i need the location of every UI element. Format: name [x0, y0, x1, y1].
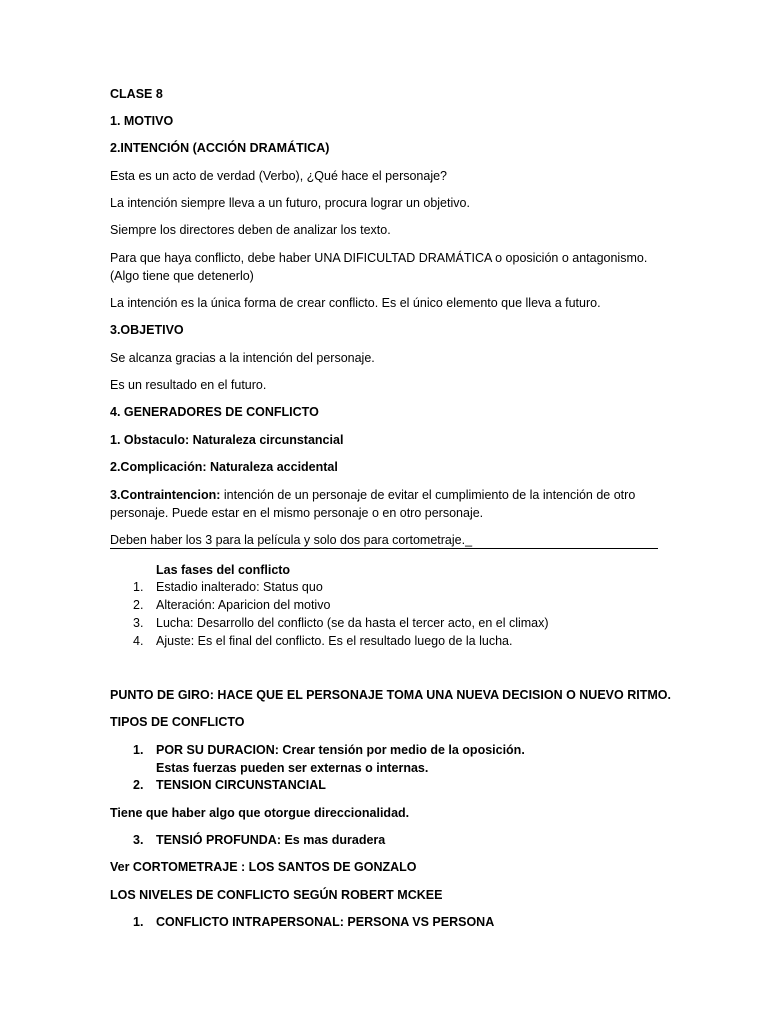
paragraph: La intención siempre lleva a un futuro, procura lograr un objetivo.	[110, 196, 470, 210]
list-item-continuation: Estas fuerzas pueden ser externas o internas.	[156, 761, 429, 775]
list-number: 3.	[133, 616, 144, 630]
heading-intencion: 2.INTENCIÓN (ACCIÓN DRAMÁTICA)	[110, 141, 330, 155]
list-item: Lucha: Desarrollo del conflicto (se da hasta el tercer acto, en el climax)	[156, 616, 549, 630]
paragraph: La intención es la única forma de crear conflicto. Es el único elemento que lleva a futuro.	[110, 296, 601, 310]
generador-text: intención de un personaje de evitar el cumplimiento de la intención de otro	[220, 488, 636, 502]
heading-tipos: TIPOS DE CONFLICTO	[110, 715, 245, 729]
generador-item: 1. Obstaculo: Naturaleza circunstancial	[110, 433, 344, 447]
heading-generadores: 4. GENERADORES DE CONFLICTO	[110, 405, 319, 419]
heading-motivo: 1. MOTIVO	[110, 114, 174, 128]
paragraph: Siempre los directores deben de analizar los texto.	[110, 223, 391, 237]
horizontal-rule	[110, 548, 658, 549]
list-number: 3.	[133, 833, 144, 847]
heading-objetivo: 3.OBJETIVO	[110, 323, 184, 337]
heading-niveles: LOS NIVELES DE CONFLICTO SEGÚN ROBERT MCKEE	[110, 888, 443, 902]
punto-de-giro: PUNTO DE GIRO: HACE QUE EL PERSONAJE TOMA UNA NUEVA DECISION O NUEVO RITMO.	[110, 688, 671, 702]
paragraph: Para que haya conflicto, debe haber UNA DIFICULTAD DRAMÁTICA o oposición o antagonismo.	[110, 251, 648, 265]
paragraph: Esta es un acto de verdad (Verbo), ¿Qué hace el personaje?	[110, 169, 448, 183]
generador-item	[110, 487, 635, 504]
list-number: 2.	[133, 778, 144, 792]
fases-title: Las fases del conflicto	[156, 563, 291, 577]
paragraph: Se alcanza gracias a la intención del personaje.	[110, 351, 375, 365]
list-item: TENSIÓ PROFUNDA: Es mas duradera	[156, 833, 386, 847]
paragraph: Es un resultado en el futuro.	[110, 378, 267, 392]
list-item: Estadio inalterado: Status quo	[156, 580, 323, 594]
list-number: 1.	[133, 743, 144, 757]
list-number: 1.	[133, 915, 144, 929]
list-item: POR SU DURACION: Crear tensión por medio de la oposición.	[156, 743, 525, 757]
list-number: 2.	[133, 598, 144, 612]
doc-title: CLASE 8	[110, 87, 163, 101]
list-number: 4.	[133, 634, 144, 648]
paragraph: Deben haber los 3 para la película y solo dos para cortometraje._	[110, 533, 473, 547]
list-number: 1.	[133, 580, 144, 594]
paragraph: (Algo tiene que detenerlo)	[110, 269, 254, 283]
list-item: TENSION CIRCUNSTANCIAL	[156, 778, 326, 792]
list-item: Ajuste: Es el final del conflicto. Es el resultado luego de la lucha.	[156, 634, 513, 648]
generador-item: 2.Complicación: Naturaleza accidental	[110, 460, 338, 474]
paragraph: Tiene que haber algo que otorgue direccionalidad.	[110, 806, 410, 820]
list-item: Alteración: Aparicion del motivo	[156, 598, 331, 612]
generador-label: 3.Contraintencion:	[110, 488, 221, 502]
paragraph: personaje. Puede estar en el mismo personaje o en otro personaje.	[110, 506, 484, 520]
paragraph: Ver CORTOMETRAJE : LOS SANTOS DE GONZALO	[110, 860, 417, 874]
list-item: CONFLICTO INTRAPERSONAL: PERSONA VS PERSONA	[156, 915, 495, 929]
